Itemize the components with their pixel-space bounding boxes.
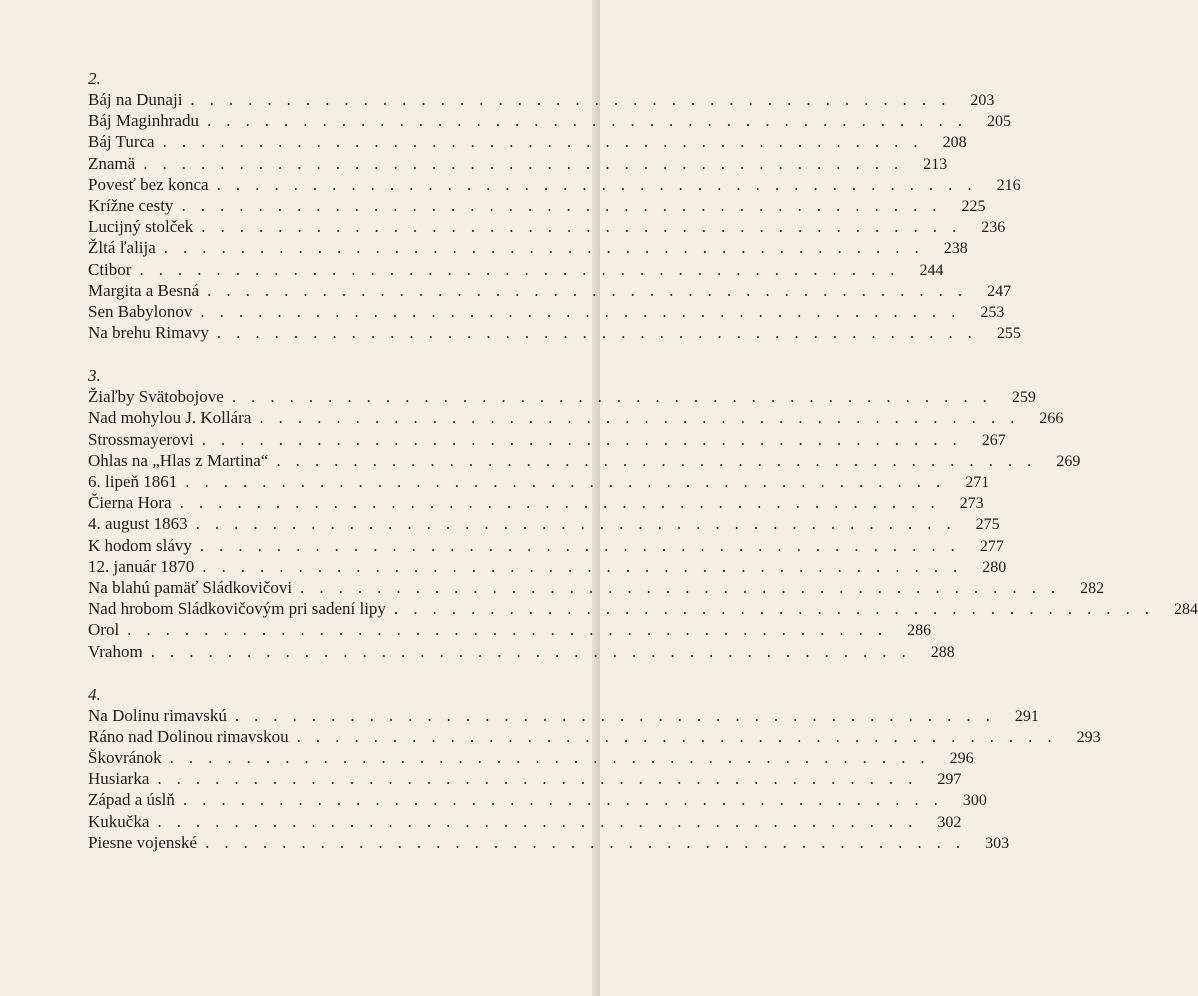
dot-leader: ........................................ <box>199 535 970 555</box>
entry-title: Margita a Besná <box>88 280 200 300</box>
entry-title: 4. august 1863 <box>88 514 188 534</box>
entry-title: Znamä <box>88 153 136 173</box>
entry-title: Na Dolinu rimavskú <box>88 705 227 725</box>
toc-entry <box>88 131 967 152</box>
entry-page-number: 208 <box>942 134 967 152</box>
entry-title: Čierna Hora <box>88 493 172 513</box>
dot-leader: ........................................ <box>157 769 928 789</box>
dot-leader: ........................................ <box>296 726 1067 746</box>
dot-leader: ........................................ <box>163 238 934 258</box>
toc-entry <box>88 492 984 513</box>
dot-leader: ........................................ <box>200 301 971 321</box>
entry-page-number: 303 <box>985 834 1010 852</box>
toc-entry <box>88 789 987 810</box>
entry-page-number: 213 <box>923 155 948 173</box>
toc-entry <box>88 556 1007 577</box>
entry-title: Sen Babylonov <box>88 301 193 321</box>
entry-title: Orol <box>88 620 120 640</box>
toc-entry <box>88 407 1064 428</box>
toc-section <box>88 684 1101 853</box>
entry-title: Škovránok <box>88 748 162 768</box>
toc-entry <box>88 598 1198 619</box>
dot-leader: ........................................ <box>195 514 966 534</box>
entry-title: Ohlas na „Hlas z Martina“ <box>88 450 269 470</box>
dot-leader: ........................................ <box>205 832 976 852</box>
entry-title: Západ a úslň <box>88 790 175 810</box>
dot-leader: ........................................ <box>157 811 928 831</box>
entry-page-number: 238 <box>943 240 968 258</box>
entry-page-number: 247 <box>987 282 1012 300</box>
entry-page-number: 300 <box>962 792 987 810</box>
toc-entry <box>88 768 962 789</box>
dot-leader: ........................................ <box>179 493 950 513</box>
entry-page-number: 293 <box>1076 728 1101 746</box>
entry-title: 12. január 1870 <box>88 556 195 576</box>
entry-page-number: 225 <box>961 197 986 215</box>
entry-page-number: 275 <box>975 516 1000 534</box>
toc-entry <box>88 89 995 110</box>
entry-page-number: 236 <box>981 219 1006 237</box>
entry-title: K hodom slávy <box>88 535 192 555</box>
entry-title: Nad mohylou J. Kollára <box>88 408 252 428</box>
entry-page-number: 259 <box>1011 389 1036 407</box>
entry-page-number: 253 <box>980 303 1005 321</box>
entry-page-number: 216 <box>996 176 1021 194</box>
dot-leader: ........................................ <box>216 323 987 343</box>
toc-entry <box>88 216 1006 237</box>
entry-page-number: 282 <box>1080 579 1105 597</box>
entry-title: Ráno nad Dolinou rimavskou <box>88 726 289 746</box>
entry-page-number: 280 <box>982 558 1007 576</box>
entry-page-number: 296 <box>949 750 974 768</box>
dot-leader: ........................................ <box>201 217 972 237</box>
dot-leader: ........................................ <box>207 280 978 300</box>
section-number: 4. <box>88 684 101 704</box>
entry-title: Báj Turca <box>88 132 155 152</box>
dot-leader: ........................................ <box>231 387 1002 407</box>
entry-page-number: 269 <box>1056 452 1081 470</box>
entry-page-number: 266 <box>1039 410 1064 428</box>
toc-entry <box>88 301 1005 322</box>
entry-title: Ctibor <box>88 259 132 279</box>
entry-title: Kukučka <box>88 811 150 831</box>
entry-page-number: 244 <box>919 261 944 279</box>
dot-leader: ........................................ <box>276 450 1047 470</box>
dot-leader: ........................................ <box>182 790 953 810</box>
dot-leader: ........................................ <box>185 472 956 491</box>
dot-leader: ........................................ <box>300 577 1071 597</box>
toc-entry <box>88 386 1036 407</box>
entry-page-number: 291 <box>1014 707 1039 725</box>
toc-entry <box>88 110 1011 131</box>
entry-title: Žltá ľalija <box>88 238 156 258</box>
dot-leader: ........................................ <box>150 641 921 661</box>
dot-leader: ........................................ <box>139 259 910 279</box>
entry-title: Na brehu Rimavy <box>88 323 209 343</box>
entry-page-number: 255 <box>996 325 1021 343</box>
toc-entry <box>88 726 1101 747</box>
toc-entry <box>88 429 1006 450</box>
entry-title: Báj na Dunaji <box>88 90 183 109</box>
toc-entry <box>88 237 968 258</box>
section-number: 2. <box>88 69 101 88</box>
table-of-contents <box>88 68 1198 875</box>
entry-page-number: 288 <box>930 643 955 661</box>
toc-entry <box>88 513 1000 534</box>
dot-leader: ........................................ <box>393 599 1164 619</box>
toc-entry <box>88 195 986 216</box>
toc-entry <box>88 450 1081 471</box>
dot-leader: ........................................ <box>127 620 898 640</box>
section-number: 3. <box>88 366 101 386</box>
dot-leader: ........................................ <box>206 111 977 131</box>
dot-leader: ........................................ <box>190 90 961 109</box>
entry-title: Piesne vojenské <box>88 832 198 852</box>
toc-entry <box>88 832 1010 853</box>
toc-entry <box>88 747 974 768</box>
dot-leader: ........................................ <box>234 705 1005 725</box>
entry-title: Žiaľby Svätobojove <box>88 387 224 407</box>
dot-leader: ........................................ <box>162 132 933 152</box>
dot-leader: ........................................ <box>169 748 940 768</box>
entry-title: Nad hrobom Sládkovičovým pri sadení lipy <box>88 599 386 619</box>
toc-entry <box>88 811 962 832</box>
entry-page-number: 205 <box>986 113 1011 131</box>
toc-entry <box>88 471 990 492</box>
toc-entry <box>88 174 1021 195</box>
toc-entry <box>88 535 1004 556</box>
toc-entry <box>88 153 948 174</box>
entry-page-number: 273 <box>959 495 984 513</box>
dot-leader: ........................................ <box>181 195 952 215</box>
entry-page-number: 267 <box>981 431 1006 449</box>
toc-section <box>88 365 1198 661</box>
toc-entry <box>88 705 1039 726</box>
entry-page-number: 286 <box>907 622 932 640</box>
entry-page-number: 302 <box>937 813 962 831</box>
toc-entry <box>88 322 1021 343</box>
entry-title: Strossmayerovi <box>88 429 194 449</box>
entry-title: Vrahom <box>88 641 143 661</box>
toc-entry <box>88 577 1105 598</box>
toc-entry <box>88 259 944 280</box>
dot-leader: ........................................ <box>259 408 1030 428</box>
dot-leader: ........................................ <box>202 556 973 576</box>
entry-title: Povesť bez konca <box>88 174 209 194</box>
entry-title: Na blahú pamäť Sládkovičovi <box>88 577 293 597</box>
dot-leader: ........................................ <box>143 153 914 173</box>
entry-title: Krížne cesty <box>88 195 174 215</box>
dot-leader: ........................................ <box>201 429 972 449</box>
dot-leader: ........................................ <box>216 174 987 194</box>
toc-entry <box>88 280 1012 301</box>
entry-title: Báj Maginhradu <box>88 111 199 131</box>
entry-page-number: 203 <box>970 92 995 109</box>
toc-entry <box>88 619 932 640</box>
entry-title: Lucijný stolček <box>88 217 194 237</box>
entry-page-number: 277 <box>979 537 1004 555</box>
entry-page-number: 284 <box>1173 601 1198 619</box>
toc-section <box>88 68 1021 343</box>
entry-page-number: 297 <box>937 771 962 789</box>
entry-title: 6. lipeň 1861 <box>88 472 178 491</box>
toc-entry <box>88 641 955 662</box>
entry-title: Husiarka <box>88 769 150 789</box>
entry-page-number: 271 <box>965 474 990 491</box>
